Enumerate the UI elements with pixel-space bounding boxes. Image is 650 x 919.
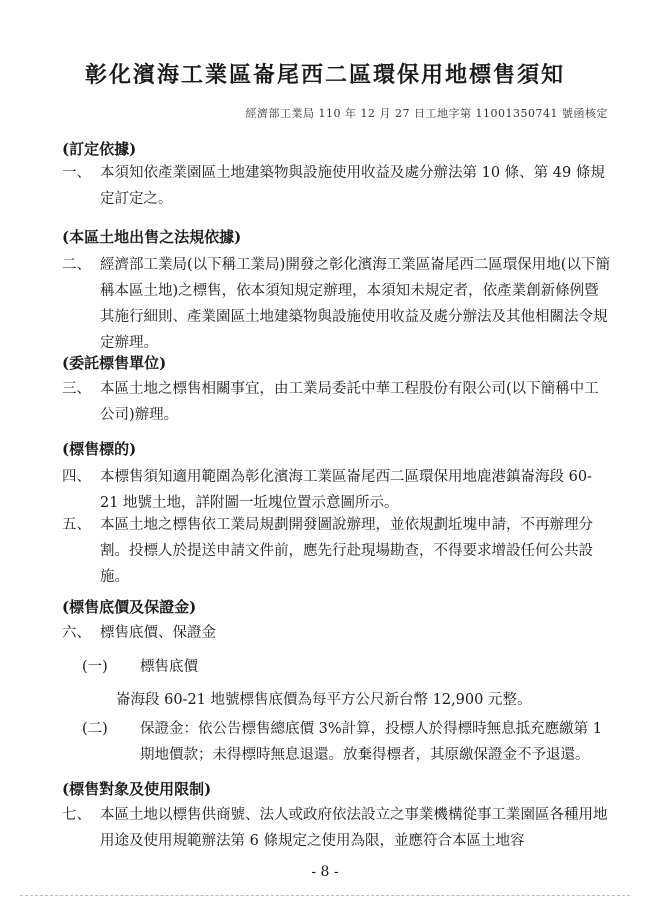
page-number: - 8 - [311, 864, 339, 880]
clause-7 [62, 802, 610, 854]
section-heading-eligibility: (標售對象及使用限制) [62, 780, 212, 798]
clause-number: 四、 [62, 469, 91, 485]
subclause-text: 保證金：依公告標售總底價 3%計算，投標人於得標時無息抵充應繳第 1 期地價款；未得標時無息退還。放棄得標者，其原繳保證金不予退還。 [140, 721, 602, 763]
document-title: 彰化濱海工業區崙尾西二區環保用地標售須知 [84, 62, 565, 88]
clause-5 [62, 512, 610, 590]
section-heading-price-deposit: (標售底價及保證金) [62, 598, 197, 616]
section-heading-basis: (訂定依據) [62, 140, 137, 158]
clause-number: 五、 [62, 517, 91, 533]
subclause-number: (二) [82, 721, 108, 737]
clause-text: 本區土地之標售相關事宜，由工業局委託中華工程股份有限公司(以下簡稱中工公司)辦理。 [100, 381, 599, 423]
reserve-price-detail: 崙海段 60-21 地號標售底價為每平方公尺新台幣 12,900 元整。 [116, 692, 532, 708]
clause-text: 本須知依產業園區土地建築物與設施使用收益及處分辦法第 10 條、第 49 條規定訂定之。 [100, 165, 605, 207]
clause-3 [62, 376, 610, 428]
approval-reference: 經濟部工業局 110 年 12 月 27 日工地字第 11001350741 號函核定 [245, 107, 608, 120]
section-heading-agent: (委託標售單位) [62, 354, 167, 372]
clause-4 [62, 464, 610, 516]
clause-text: 本標售須知適用範圍為彰化濱海工業區崙尾西二區環保用地鹿港鎮崙海段 60-21 地號土地，詳附圖一坵塊位置示意圖所示。 [100, 469, 592, 511]
clause-number: 一、 [62, 165, 91, 181]
clause-6-1 [82, 654, 610, 680]
section-heading-legal-basis: (本區土地出售之法規依據) [62, 228, 242, 246]
clause-1 [62, 160, 610, 212]
scan-artifact-line [20, 895, 630, 896]
section-heading-subject: (標售標的) [62, 440, 137, 458]
clause-6 [62, 620, 610, 646]
clause-number: 六、 [62, 625, 91, 641]
clause-text: 標售底價、保證金 [100, 625, 216, 641]
clause-text: 本區土地以標售供商號、法人或政府依法設立之事業機構從事工業園區各種用地用途及使用規範辦法第 6 條規定之使用為限，並應符合本區土地容 [100, 807, 608, 849]
clause-2 [62, 252, 610, 356]
clause-number: 二、 [62, 257, 91, 273]
clause-text: 本區土地之標售依工業局規劃開發圖說辦理，並依規劃坵塊申請，不再辦理分割。投標人於提送申請文件前，應先行赴現場勘查，不得要求增設任何公共設施。 [100, 517, 593, 585]
subclause-number: (一) [82, 659, 108, 675]
clause-text: 經濟部工業局(以下稱工業局)開發之彰化濱海工業區崙尾西二區環保用地(以下簡稱本區土地)之標售，依本須知規定辦理，本須知未規定者，依產業創新條例暨其施行細則、產業園區土地建築物與設施使用收益及處分辦法及其他相關法令規定辦理。 [100, 257, 610, 351]
clause-number: 七、 [62, 807, 91, 823]
clause-6-2 [82, 716, 610, 768]
subclause-text: 標售底價 [140, 659, 198, 675]
clause-number: 三、 [62, 381, 91, 397]
